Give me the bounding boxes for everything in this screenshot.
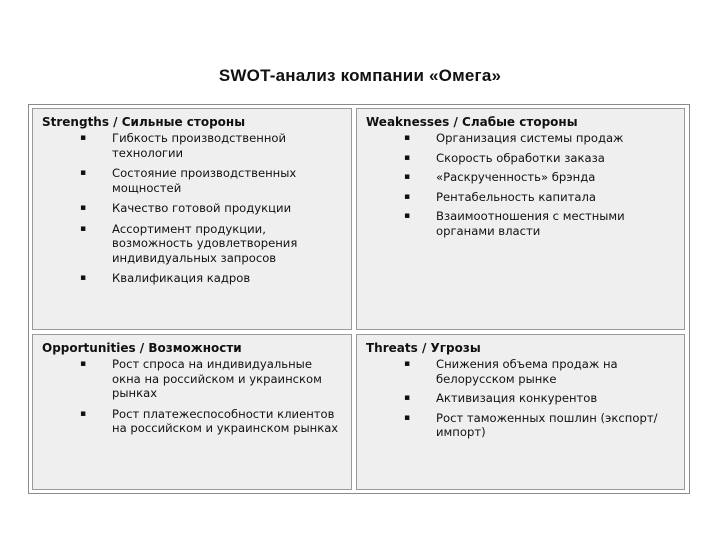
list-item [366, 391, 676, 406]
list-item [42, 131, 343, 160]
list-item-text: Состояние производственных мощностей [112, 166, 297, 195]
strengths-heading: Strengths / Сильные стороны [42, 115, 246, 129]
threats-heading: Threats / Угрозы [366, 341, 481, 355]
bullet-icon: ▪ [80, 223, 87, 234]
list-item [366, 209, 676, 238]
weaknesses-list [366, 131, 676, 238]
bullet-icon: ▪ [404, 359, 411, 369]
list-item-text: Активизация конкурентов [436, 391, 598, 405]
list-item [42, 222, 343, 266]
list-item-text: Взаимоотношения с местными органами власти [436, 209, 625, 238]
list-item-text: Рентабельность капитала [436, 189, 597, 204]
list-item-text: Ассортимент продукции, возможность удовлетворения индивидуальных запросов [112, 221, 298, 265]
bullet-icon: ▪ [80, 168, 87, 178]
bullet-icon: ▪ [404, 191, 411, 202]
threats-list [366, 357, 676, 440]
list-item [42, 271, 343, 286]
weaknesses-heading: Weaknesses / Слабые стороны [366, 115, 578, 129]
list-item [366, 357, 676, 386]
bullet-icon: ▪ [404, 393, 411, 403]
list-item [366, 411, 676, 440]
opportunities-quadrant [32, 334, 352, 490]
list-item-text: Квалификация кадров [112, 271, 251, 285]
bullet-icon: ▪ [80, 203, 87, 213]
opportunities-heading: Opportunities / Возможности [42, 341, 242, 355]
list-item-text: Снижения объема продаж на белорусском рынке [436, 357, 618, 386]
bullet-icon: ▪ [404, 133, 411, 143]
bullet-icon: ▪ [404, 211, 411, 221]
list-item-text: Рост спроса на индивидуальные окна на российском и украинском рынках [112, 357, 322, 400]
bullet-icon: ▪ [404, 172, 411, 182]
bullet-icon: ▪ [80, 408, 87, 419]
slide-title: SWOT-анализ компании «Омега» [218, 66, 502, 85]
list-item [42, 201, 343, 216]
swot-table [28, 104, 690, 494]
strengths-list [42, 131, 343, 286]
list-item-text: Качество готовой продукции [112, 201, 292, 215]
list-item [366, 190, 676, 205]
bullet-icon: ▪ [80, 359, 87, 369]
list-item-text: Рост платежеспособности клиентов на российском и украинском рынках [112, 406, 339, 435]
list-item-text: Рост таможенных пошлин (экспорт/импорт) [436, 410, 658, 439]
bullet-icon: ▪ [404, 152, 411, 163]
strengths-quadrant [32, 108, 352, 330]
list-item [366, 131, 676, 146]
opportunities-list [42, 357, 343, 436]
weaknesses-quadrant [356, 108, 685, 330]
bullet-icon: ▪ [404, 412, 411, 423]
list-item [42, 407, 343, 436]
threats-quadrant [356, 334, 685, 490]
list-item [42, 357, 343, 401]
list-item-text: «Раскрученность» брэнда [436, 170, 596, 184]
list-item-text: Гибкость производственной технологии [112, 131, 287, 160]
bullet-icon: ▪ [80, 273, 87, 283]
list-item [366, 170, 676, 185]
list-item-text: Скорость обработки заказа [436, 150, 605, 165]
list-item [42, 166, 343, 195]
bullet-icon: ▪ [80, 133, 87, 143]
list-item [366, 151, 676, 166]
list-item-text: Организация системы продаж [436, 131, 624, 145]
